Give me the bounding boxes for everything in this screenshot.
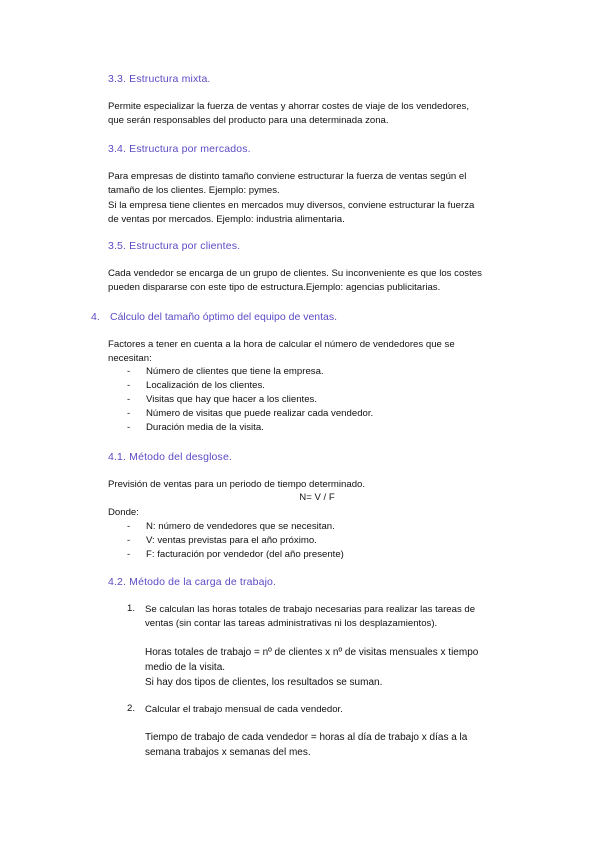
list-item: [127, 393, 317, 407]
step-number: 1.: [127, 603, 136, 614]
list-item: [127, 520, 335, 534]
bullet-dash: -: [127, 380, 131, 391]
donde-label: Donde:: [108, 507, 139, 518]
text-line: Calcular el trabajo mensual de cada vendedor.: [145, 704, 343, 715]
paragraph-4-1: [108, 478, 528, 492]
text-line: Previsión de ventas para un periodo de tiempo determinado.: [108, 479, 366, 490]
list-item: [127, 548, 344, 562]
bullet-dash: -: [127, 366, 131, 377]
text-line: de ventas por mercados. Ejemplo: industria alimentaria.: [108, 214, 345, 226]
list-item-text: V: ventas previstas para el año próximo.: [146, 535, 317, 546]
list-item: [127, 407, 373, 421]
bullet-dash: -: [127, 422, 131, 433]
formula: N= V / F: [299, 492, 335, 503]
list-item-text: Número de clientes que tiene la empresa.: [146, 366, 324, 377]
section-heading-3-4: 3.4. Estructura por mercados.: [108, 143, 251, 155]
text-line: Cada vendedor se encarga de un grupo de clientes. Su inconveniente es que los costes: [108, 268, 482, 279]
section-heading-4-1: 4.1. Método del desglose.: [108, 451, 232, 463]
bullet-dash: -: [127, 535, 131, 546]
step-detail: [145, 645, 478, 690]
section-heading-3-3: 3.3. Estructura mixta.: [108, 73, 211, 85]
section-title: Cálculo del tamaño óptimo del equipo de ventas.: [110, 311, 338, 323]
bullet-dash: -: [127, 521, 131, 532]
list-item-text: Visitas que hay que hacer a los clientes.: [146, 394, 318, 405]
section-number: 4.: [91, 311, 100, 323]
section-heading-3-5: 3.5. Estructura por clientes.: [108, 240, 241, 252]
text-line: Tiempo de trabajo de cada vendedor = horas al día de trabajo x días a la: [145, 732, 468, 743]
bullet-dash: -: [127, 549, 131, 560]
list-item-text: Localización de los clientes.: [146, 380, 265, 391]
list-item-text: Número de visitas que puede realizar cada vendedor.: [146, 408, 374, 419]
text-line: Permite especializar la fuerza de ventas y ahorrar costes de viaje de los vendedores,: [108, 101, 470, 112]
paragraph-3-3: [108, 100, 528, 129]
text-line: pueden dispararse con este tipo de estructura.Ejemplo: agencias publicitarias.: [108, 282, 441, 294]
paragraph-3-5: [108, 267, 528, 296]
list-item-text: N: número de vendedores que se necesitan.: [146, 521, 335, 532]
text-line: necesitan:: [108, 353, 152, 365]
text-line: tamaño de los clientes. Ejemplo: pymes.: [108, 185, 280, 197]
list-item: [127, 534, 317, 548]
list-item-text: F: facturación por vendedor (del año presente): [146, 549, 344, 560]
step-text: [145, 703, 343, 717]
step-text: [145, 603, 475, 632]
section-heading-4: [91, 311, 337, 323]
text-line: Si la empresa tiene clientes en mercados muy diversos, conviene estructurar la fuerza: [108, 199, 475, 211]
list-item: [127, 365, 324, 379]
text-line: Horas totales de trabajo = nº de clientes x nº de visitas mensuales x tiempo: [145, 647, 479, 658]
bullet-dash: -: [127, 394, 131, 405]
text-line: Si hay dos tipos de clientes, los resultados se suman.: [145, 677, 383, 688]
text-line: medio de la visita.: [145, 662, 226, 673]
list-item: [127, 379, 265, 393]
text-line: Para empresas de distinto tamaño conviene estructurar la fuerza de ventas según el: [108, 171, 467, 182]
text-line: ventas (sin contar las tareas administrativas ni los desplazamientos).: [145, 618, 438, 630]
step-detail: [145, 730, 467, 760]
text-line: Se calculan las horas totales de trabajo necesarias para realizar las tareas de: [145, 604, 476, 615]
list-item: [127, 421, 264, 435]
section-heading-4-2: 4.2. Método de la carga de trabajo.: [108, 576, 277, 588]
text-line: Factores a tener en cuenta a la hora de calcular el número de vendedores que se: [108, 339, 455, 350]
text-line: que serán responsables del producto para una determinada zona.: [108, 115, 389, 127]
bullet-dash: -: [127, 408, 131, 419]
text-line: semana trabajos x semanas del mes.: [145, 747, 311, 758]
list-item-text: Duración media de la visita.: [146, 422, 264, 433]
paragraph-3-4: [108, 170, 528, 228]
paragraph-4-intro: [108, 338, 528, 367]
step-number: 2.: [127, 703, 136, 714]
